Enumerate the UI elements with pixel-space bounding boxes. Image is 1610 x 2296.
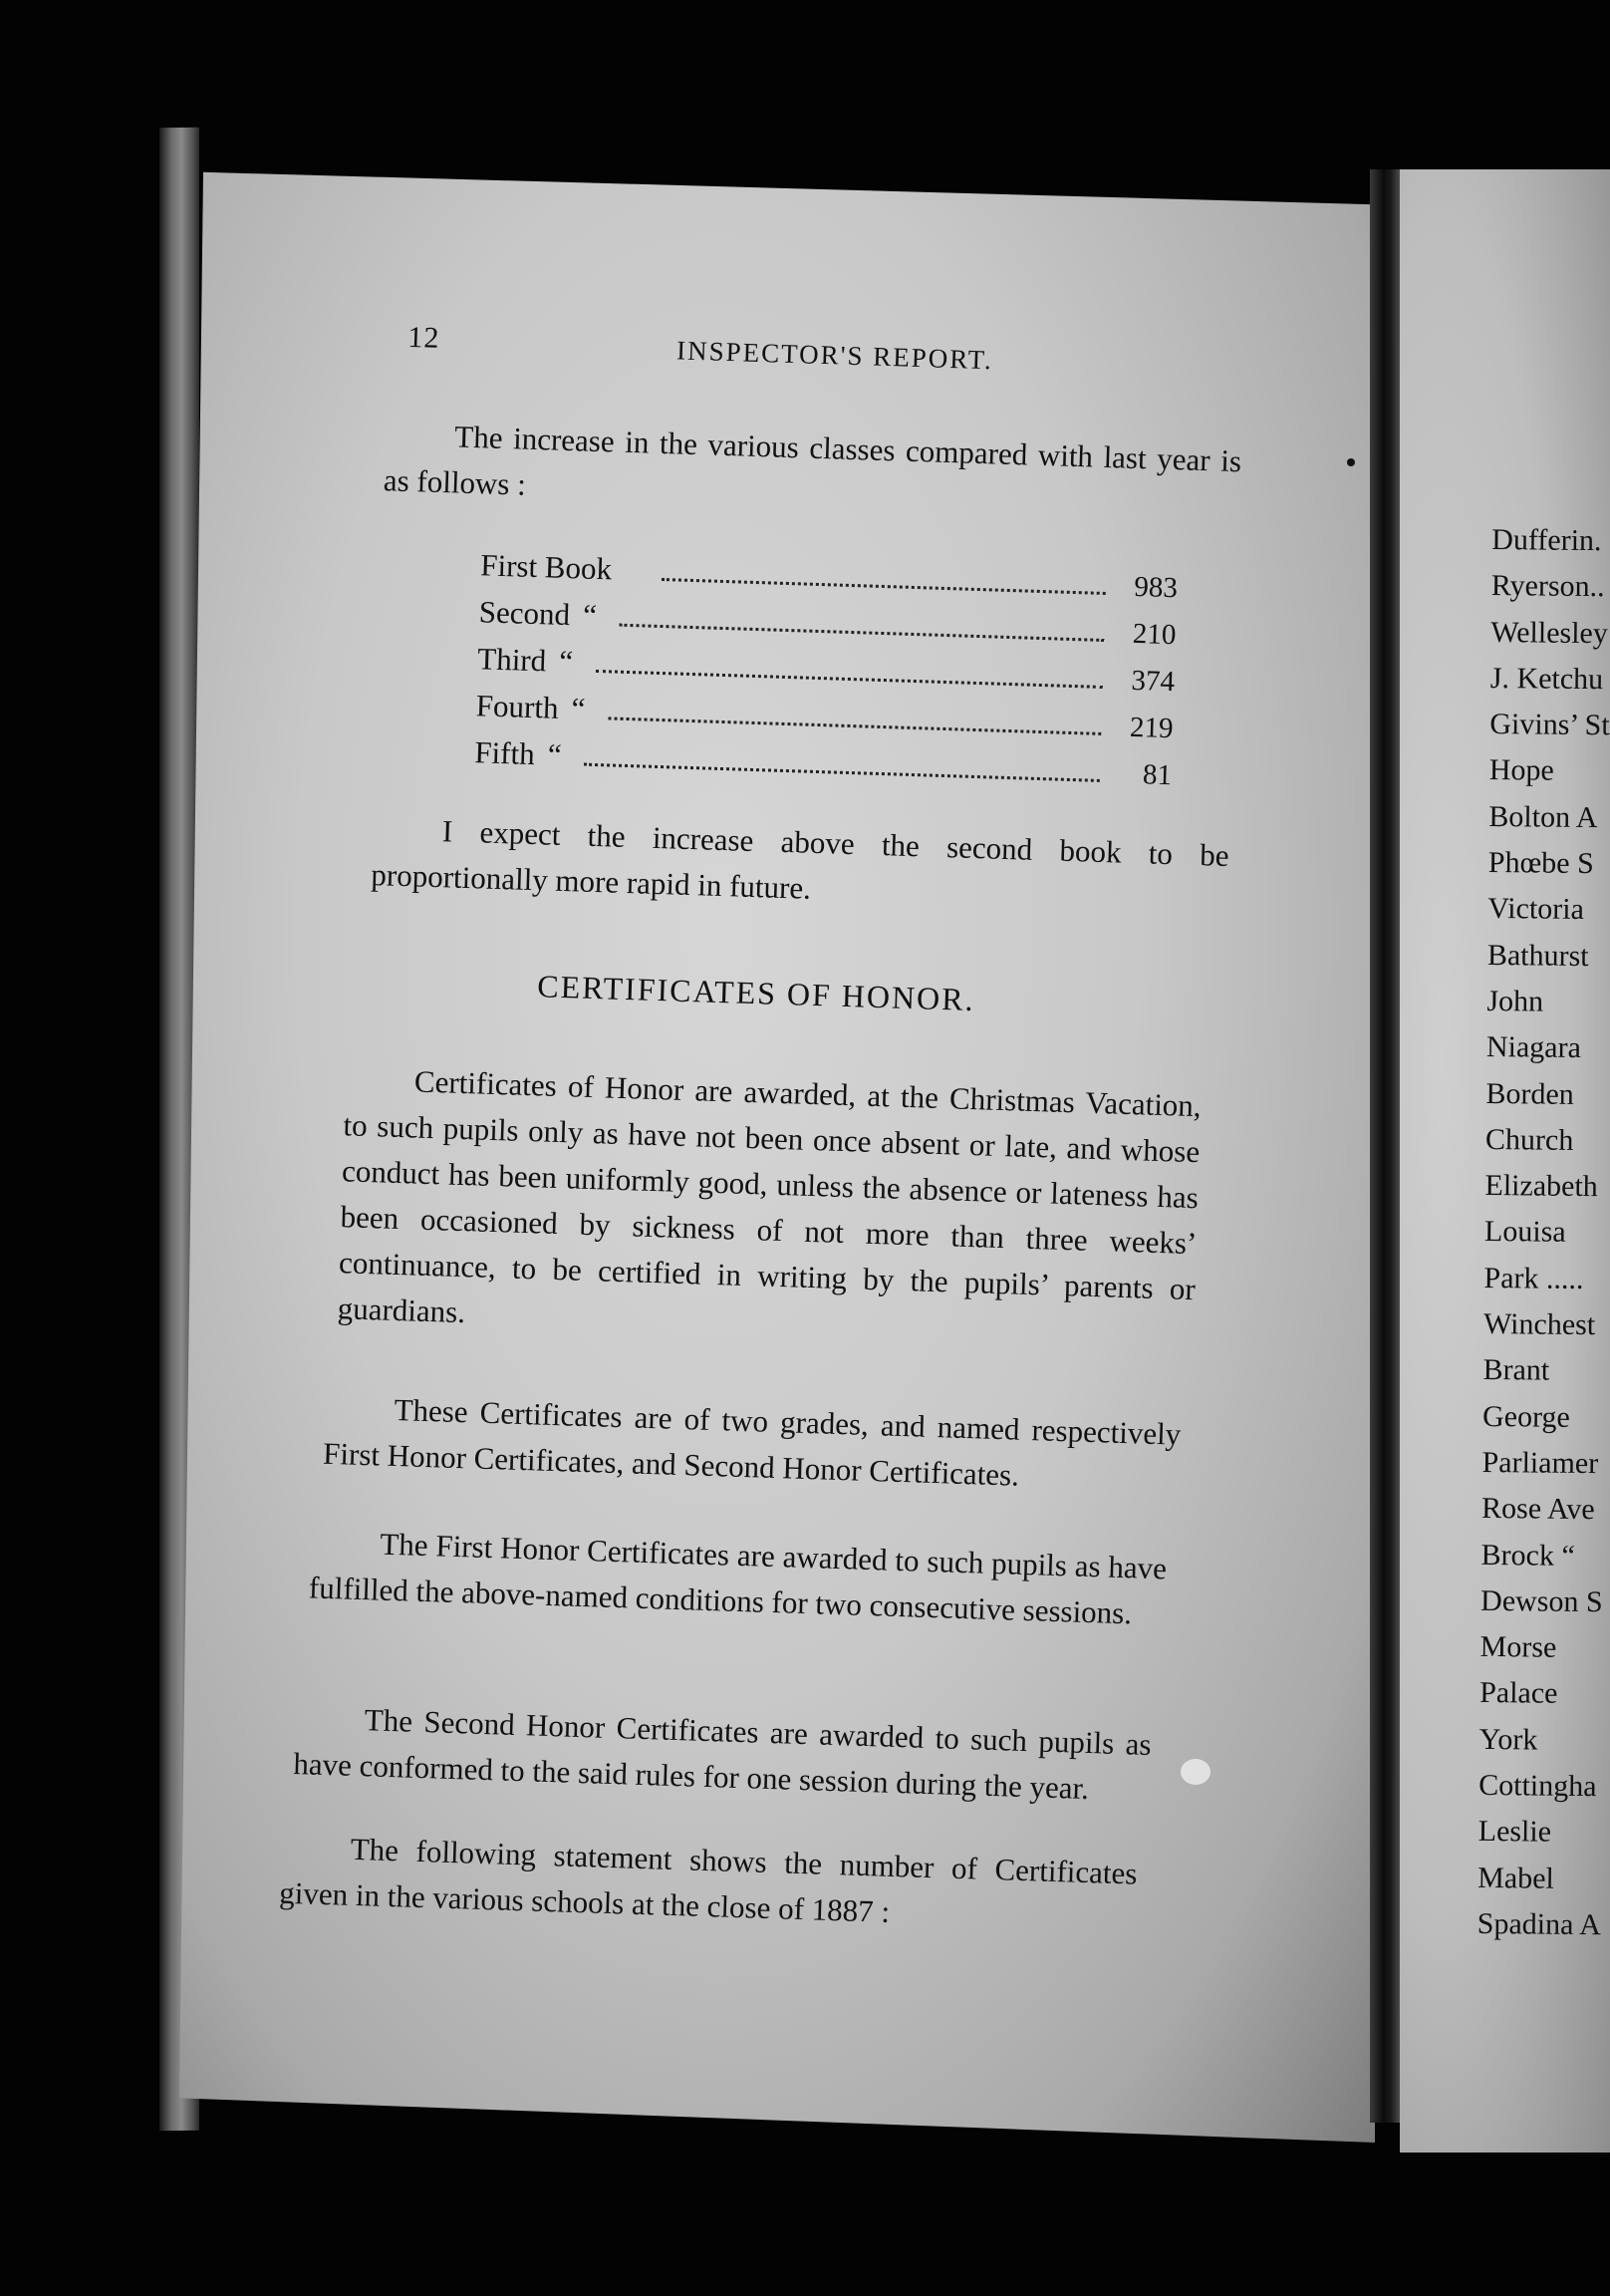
class-label: Fourth bbox=[475, 688, 560, 725]
school-name: J. Ketchu bbox=[1489, 661, 1604, 697]
school-name: Leslie bbox=[1477, 1815, 1552, 1849]
school-name: Park ..... bbox=[1483, 1261, 1584, 1295]
school-name: John bbox=[1486, 984, 1544, 1018]
class-label: Second bbox=[478, 594, 571, 633]
school-name: Elizabeth bbox=[1484, 1169, 1598, 1204]
dot-leader bbox=[608, 717, 1101, 735]
class-value: 983 bbox=[1133, 570, 1179, 605]
statement-paragraph: The following statement shows the number of Certificates given in the various schools at the close of 1887 : bbox=[278, 1831, 1138, 1929]
school-name: Cottingha bbox=[1478, 1768, 1597, 1804]
section-heading: CERTIFICATES OF HONOR. bbox=[536, 968, 976, 1018]
school-name: Bathurst bbox=[1486, 938, 1589, 973]
certificates-paragraph: Certificates of Honor are awarded, at the Christmas Vacation, to such pupils only as have not been once absent or late, and whose conduct has been uniformly good, unless the absence or lateness has been occasioned by sickness of not more than three weeks’ continuance, to be certified in writing by the pupils’ parents or guardians. bbox=[337, 1063, 1203, 1330]
school-name: Ryerson.. bbox=[1490, 569, 1605, 604]
school-name: Spadina A bbox=[1476, 1906, 1602, 1942]
school-name: Church bbox=[1484, 1122, 1574, 1157]
facing-page-school-list bbox=[1476, 517, 1610, 1949]
school-name: Winchest bbox=[1482, 1306, 1596, 1342]
school-name: George bbox=[1481, 1399, 1570, 1434]
expectation-paragraph: I expect the increase above the second book to be proportionally more rapid in future. bbox=[370, 813, 1230, 906]
class-ditto: “ bbox=[558, 643, 574, 680]
school-name: York bbox=[1478, 1722, 1538, 1757]
class-label: Fifth bbox=[473, 734, 536, 772]
page-number: 12 bbox=[406, 320, 440, 355]
ink-speck bbox=[1347, 458, 1355, 466]
class-label: Third bbox=[476, 641, 547, 679]
school-name: Dufferin. bbox=[1491, 522, 1602, 558]
dot-leader bbox=[584, 763, 1100, 782]
school-name: Niagara bbox=[1485, 1030, 1582, 1065]
dot-leader bbox=[620, 624, 1105, 642]
school-name: Palace bbox=[1478, 1676, 1558, 1711]
dot-leader bbox=[596, 670, 1103, 689]
class-increase-list bbox=[474, 542, 1179, 798]
school-name: Brock “ bbox=[1480, 1538, 1575, 1573]
class-ditto: “ bbox=[582, 597, 598, 633]
first-honor-paragraph: The First Honor Certificates are awarded to such pupils as have fulfilled the above-named conditions for two consecutive sessions. bbox=[308, 1526, 1168, 1631]
school-name: Bolton A bbox=[1488, 799, 1598, 834]
class-value: 81 bbox=[1142, 758, 1173, 792]
paper-blemish bbox=[1181, 1759, 1210, 1785]
left-page-text bbox=[278, 319, 1295, 2042]
class-value: 374 bbox=[1130, 664, 1176, 699]
school-name: Morse bbox=[1479, 1630, 1557, 1664]
school-name: Louisa bbox=[1483, 1215, 1566, 1250]
book-gutter bbox=[1370, 169, 1400, 2123]
school-name: Givins’ St bbox=[1489, 708, 1610, 742]
intro-paragraph: The increase in the various classes compared with last year is as follows : bbox=[383, 419, 1242, 502]
school-name: Rose Ave bbox=[1480, 1492, 1595, 1527]
dot-leader bbox=[662, 578, 1106, 595]
school-name: Brant bbox=[1482, 1353, 1550, 1387]
school-name: Hope bbox=[1488, 753, 1555, 788]
second-honor-paragraph: The Second Honor Certificates are awarded to such pupils as have conformed to the said rules for one session during the year. bbox=[292, 1702, 1153, 1807]
school-name: Borden bbox=[1485, 1076, 1574, 1111]
class-ditto: “ bbox=[547, 736, 563, 772]
class-value: 210 bbox=[1132, 617, 1177, 652]
class-ditto bbox=[612, 579, 652, 580]
school-name: Parliamer bbox=[1481, 1445, 1599, 1481]
school-name: Phœbe S bbox=[1487, 846, 1594, 881]
class-value: 219 bbox=[1129, 711, 1174, 745]
school-name: Mabel bbox=[1477, 1861, 1555, 1895]
running-head: INSPECTOR'S REPORT. bbox=[675, 335, 994, 376]
school-name: Victoria bbox=[1487, 892, 1585, 927]
school-name: Dewson S bbox=[1479, 1583, 1603, 1619]
class-label: First Book bbox=[479, 547, 613, 587]
grades-paragraph: These Certificates are of two grades, and named respectively First Honor Certificates, and Second Honor Certificates. bbox=[322, 1391, 1182, 1493]
school-name: Wellesley bbox=[1490, 615, 1609, 650]
class-ditto: “ bbox=[571, 691, 586, 726]
